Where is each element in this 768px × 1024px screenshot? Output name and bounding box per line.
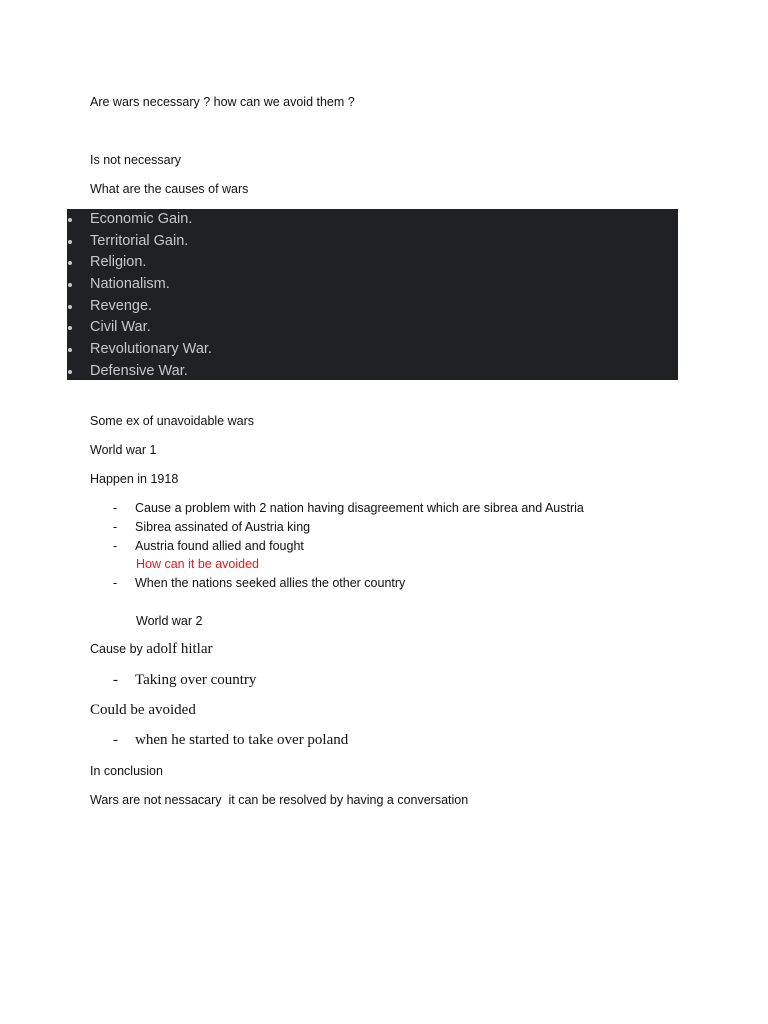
- dash-marker: -: [113, 539, 118, 553]
- causes-heading: What are the causes of wars: [90, 182, 249, 196]
- conclusion-heading: In conclusion: [90, 764, 163, 778]
- cause-item: [67, 317, 678, 339]
- dash-marker: -: [113, 732, 118, 748]
- ww1-avoid-point: [113, 575, 405, 591]
- cause-item: [67, 274, 678, 296]
- ww1-point: [113, 519, 310, 535]
- ww2-avoid-point: [113, 732, 348, 748]
- answer-text: Is not necessary: [90, 153, 182, 167]
- ww1-avoid-note: How can it be avoided: [136, 557, 259, 571]
- cause-label: Religion.: [90, 254, 147, 271]
- dash-marker: -: [113, 501, 118, 515]
- ww1-point-text: Cause a problem with 2 nation having disagreement which are sibrea and Austria: [135, 501, 584, 515]
- ww1-title: World war 1: [90, 443, 157, 457]
- ww2-cause-name: adolf hitlar: [146, 641, 213, 657]
- bullet-icon: [68, 370, 72, 374]
- dash-marker: -: [113, 576, 118, 590]
- ww1-point: [113, 500, 584, 516]
- ww2-avoid-heading: Could be avoided: [90, 702, 196, 718]
- cause-label: Nationalism.: [90, 276, 170, 293]
- dash-marker: -: [113, 672, 118, 688]
- ww2-cause-prefix: Cause by: [90, 642, 147, 656]
- causes-list: [67, 209, 678, 380]
- bullet-icon: [68, 240, 72, 244]
- cause-label: Economic Gain.: [90, 211, 193, 227]
- ww2-title: World war 2: [136, 614, 203, 628]
- cause-label: Civil War.: [90, 319, 151, 336]
- cause-label: Revolutionary War.: [90, 341, 212, 358]
- examples-heading: Some ex of unavoidable wars: [90, 414, 254, 428]
- bullet-icon: [68, 326, 72, 330]
- cause-item: [67, 339, 678, 361]
- dash-marker: -: [113, 520, 118, 534]
- cause-item: [67, 231, 678, 253]
- cause-label: Defensive War.: [90, 362, 188, 379]
- bullet-icon: [68, 218, 72, 222]
- ww2-avoid-point-text: when he started to take over poland: [135, 732, 349, 748]
- bullet-icon: [68, 305, 72, 309]
- ww1-point-text: Austria found allied and fought: [135, 539, 304, 553]
- bullet-icon: [68, 283, 72, 287]
- ww1-avoid-point-text: When the nations seeked allies the other country: [135, 576, 406, 590]
- ww2-point-text: Taking over country: [135, 672, 257, 688]
- cause-item: [67, 252, 678, 274]
- bullet-icon: [68, 348, 72, 352]
- cause-item: [67, 361, 678, 383]
- cause-item: [67, 209, 678, 231]
- ww2-cause: [90, 641, 213, 657]
- cause-label: Revenge.: [90, 297, 153, 314]
- bullet-icon: [68, 261, 72, 265]
- cause-item: [67, 296, 678, 318]
- cause-label: Territorial Gain.: [90, 232, 189, 249]
- ww1-date: Happen in 1918: [90, 472, 179, 486]
- question-heading: Are wars necessary ? how can we avoid them ?: [90, 95, 355, 109]
- ww2-point: [113, 672, 256, 688]
- conclusion-text: Wars are not nessacary it can be resolved by having a conversation: [90, 793, 469, 807]
- ww1-point: [113, 538, 304, 554]
- ww1-point-text: Sibrea assinated of Austria king: [135, 520, 311, 534]
